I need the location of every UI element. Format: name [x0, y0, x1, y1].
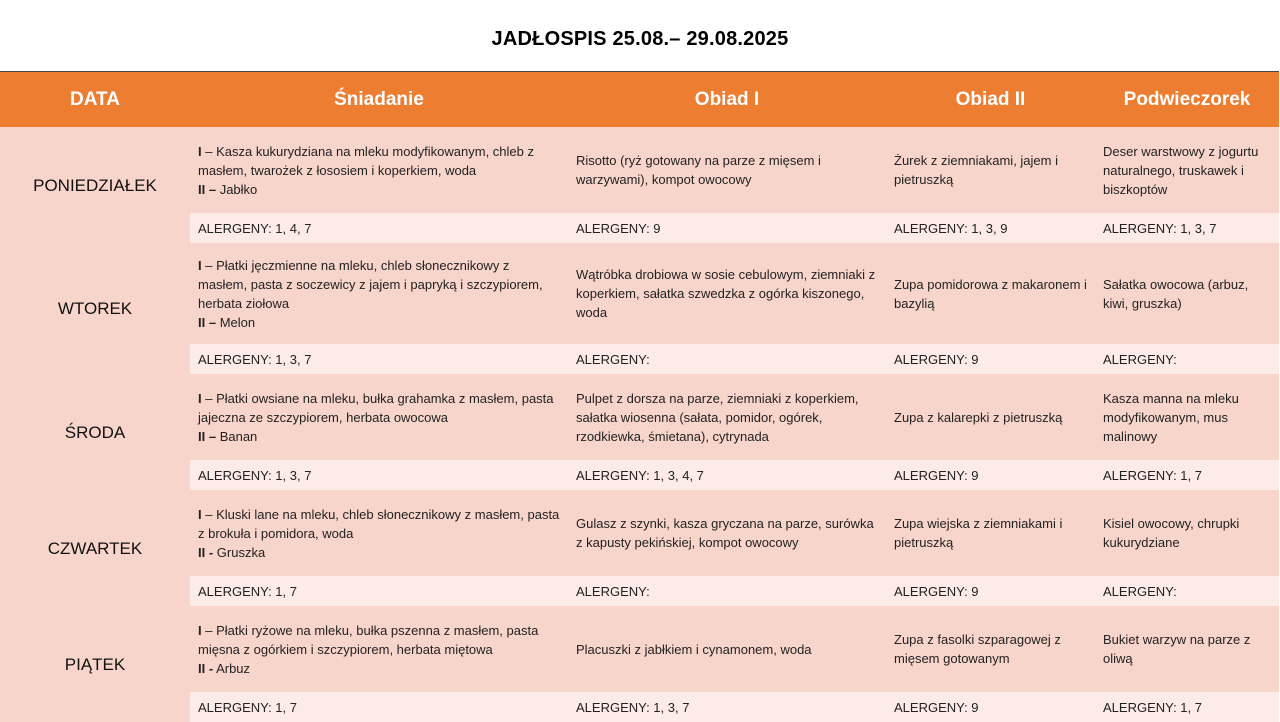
header-obiad-2: Obiad II: [886, 72, 1095, 128]
podwieczorek-cell: Kisiel owocowy, chrupki kukurydziane: [1095, 490, 1279, 576]
breakfast-ii-text: Melon: [216, 314, 256, 330]
day-label: PONIEDZIAŁEK: [0, 127, 190, 243]
header-obiad-1: Obiad I: [568, 72, 886, 128]
breakfast-ii-label: II -: [198, 660, 214, 676]
allergen-cell: ALERGENY: 1, 7: [190, 576, 568, 606]
allergen-cell: ALERGENY: 9: [886, 576, 1095, 606]
breakfast-i-label: I: [198, 257, 202, 273]
allergen-cell: ALERGENY: 1, 7: [190, 692, 568, 722]
allergen-cell: ALERGENY: 1, 3, 4, 7: [568, 460, 886, 490]
allergen-cell: ALERGENY:: [568, 344, 886, 374]
breakfast-ii-label: II -: [198, 544, 214, 560]
obiad-2-cell: Zupa pomidorowa z makaronem i bazylią: [886, 243, 1095, 344]
breakfast-ii-label: II –: [198, 428, 217, 444]
breakfast-i-text: – Płatki owsiane na mleku, bułka grahamka z masłem, pasta jajeczna ze szczypiorem, herbata owocowa: [198, 390, 554, 425]
breakfast-i-label: I: [198, 143, 202, 159]
obiad-2-cell: Zupa z fasolki szparagowej z mięsem gotowanym: [886, 606, 1095, 692]
allergen-cell: ALERGENY: 9: [886, 460, 1095, 490]
breakfast-ii-text: Jabłko: [216, 181, 258, 197]
obiad-2-cell: Zupa wiejska z ziemniakami i pietruszką: [886, 490, 1095, 576]
breakfast-cell: [190, 127, 568, 213]
header-podwieczorek: Podwieczorek: [1095, 72, 1279, 128]
breakfast-cell: [190, 490, 568, 576]
day-label: PIĄTEK: [0, 606, 190, 722]
podwieczorek-cell: Deser warstwowy z jogurtu naturalnego, truskawek i biszkoptów: [1095, 127, 1279, 213]
allergen-row-monday: [0, 213, 1279, 243]
allergen-row-friday: [0, 692, 1279, 722]
day-label: ŚRODA: [0, 374, 190, 490]
header-data: DATA: [0, 72, 190, 128]
obiad-1-cell: Gulasz z szynki, kasza gryczana na parze, surówka z kapusty pekińskiej, kompot owocowy: [568, 490, 886, 576]
allergen-row-tuesday: [0, 344, 1279, 374]
breakfast-i-label: I: [198, 506, 202, 522]
breakfast-ii-text: Arbuz: [213, 660, 251, 676]
breakfast-i-text: – Płatki jęczmienne na mleku, chleb słonecznikowy z masłem, pasta z soczewicy z jajem i papryką i szczypiorem, herbata ziołowa: [198, 257, 543, 311]
obiad-1-cell: Pulpet z dorsza na parze, ziemniaki z koperkiem, sałatka wiosenna (sałata, pomidor, ogórek, rzodkiewka, śmietana), cytrynada: [568, 374, 886, 460]
day-label: CZWARTEK: [0, 490, 190, 606]
meal-row-thursday: [0, 490, 1279, 576]
allergen-cell: ALERGENY: 1, 7: [1095, 460, 1279, 490]
obiad-1-cell: Placuszki z jabłkiem i cynamonem, woda: [568, 606, 886, 692]
allergen-row-thursday: [0, 576, 1279, 606]
allergen-cell: ALERGENY: 1, 4, 7: [190, 213, 568, 243]
meal-row-wednesday: [0, 374, 1279, 460]
podwieczorek-cell: Kasza manna na mleku modyfikowanym, mus malinowy: [1095, 374, 1279, 460]
breakfast-i-text: – Kasza kukurydziana na mleku modyfikowanym, chleb z masłem, twarożek z łososiem i koperkiem, woda: [198, 143, 535, 178]
breakfast-cell: [190, 243, 568, 344]
menu-table: [0, 71, 1279, 722]
allergen-cell: ALERGENY: 1, 3, 7: [190, 344, 568, 374]
allergen-cell: ALERGENY:: [1095, 576, 1279, 606]
obiad-1-cell: Risotto (ryż gotowany na parze z mięsem i warzywami), kompot owocowy: [568, 127, 886, 213]
breakfast-i-label: I: [198, 390, 202, 406]
allergen-cell: ALERGENY: 9: [886, 692, 1095, 722]
podwieczorek-cell: Sałatka owocowa (arbuz, kiwi, gruszka): [1095, 243, 1279, 344]
meal-row-monday: [0, 127, 1279, 213]
breakfast-cell: [190, 374, 568, 460]
header-sniadanie: Śniadanie: [190, 72, 568, 128]
allergen-row-wednesday: [0, 460, 1279, 490]
allergen-cell: ALERGENY: 1, 3, 7: [190, 460, 568, 490]
breakfast-ii-label: II –: [198, 181, 217, 197]
podwieczorek-cell: Bukiet warzyw na parze z oliwą: [1095, 606, 1279, 692]
day-label: WTOREK: [0, 243, 190, 374]
breakfast-i-label: I: [198, 622, 202, 638]
allergen-cell: ALERGENY:: [568, 576, 886, 606]
allergen-cell: ALERGENY: 9: [568, 213, 886, 243]
obiad-2-cell: Żurek z ziemniakami, jajem i pietruszką: [886, 127, 1095, 213]
allergen-cell: ALERGENY: 1, 3, 7: [1095, 213, 1279, 243]
obiad-1-cell: Wątróbka drobiowa w sosie cebulowym, ziemniaki z koperkiem, sałatka szwedzka z ogórka kiszonego, woda: [568, 243, 886, 344]
breakfast-ii-text: Gruszka: [213, 544, 266, 560]
meal-row-tuesday: [0, 243, 1279, 344]
obiad-2-cell: Zupa z kalarepki z pietruszką: [886, 374, 1095, 460]
header-row: [0, 72, 1279, 128]
page-title: JADŁOSPIS 25.08.– 29.08.2025: [491, 28, 789, 50]
breakfast-i-text: – Kluski lane na mleku, chleb słonecznikowy z masłem, pasta z brokuła i pomidora, woda: [198, 506, 560, 541]
allergen-cell: ALERGENY: 9: [886, 344, 1095, 374]
meal-row-friday: [0, 606, 1279, 692]
breakfast-ii-text: Banan: [216, 428, 258, 444]
allergen-cell: ALERGENY:: [1095, 344, 1279, 374]
allergen-cell: ALERGENY: 1, 3, 7: [568, 692, 886, 722]
breakfast-i-text: – Płatki ryżowe na mleku, bułka pszenna z masłem, pasta mięsna z ogórkiem i szczypiorem, herbata miętowa: [198, 622, 539, 657]
breakfast-cell: [190, 606, 568, 692]
breakfast-ii-label: II –: [198, 314, 217, 330]
allergen-cell: ALERGENY: 1, 7: [1095, 692, 1279, 722]
allergen-cell: ALERGENY: 1, 3, 9: [886, 213, 1095, 243]
